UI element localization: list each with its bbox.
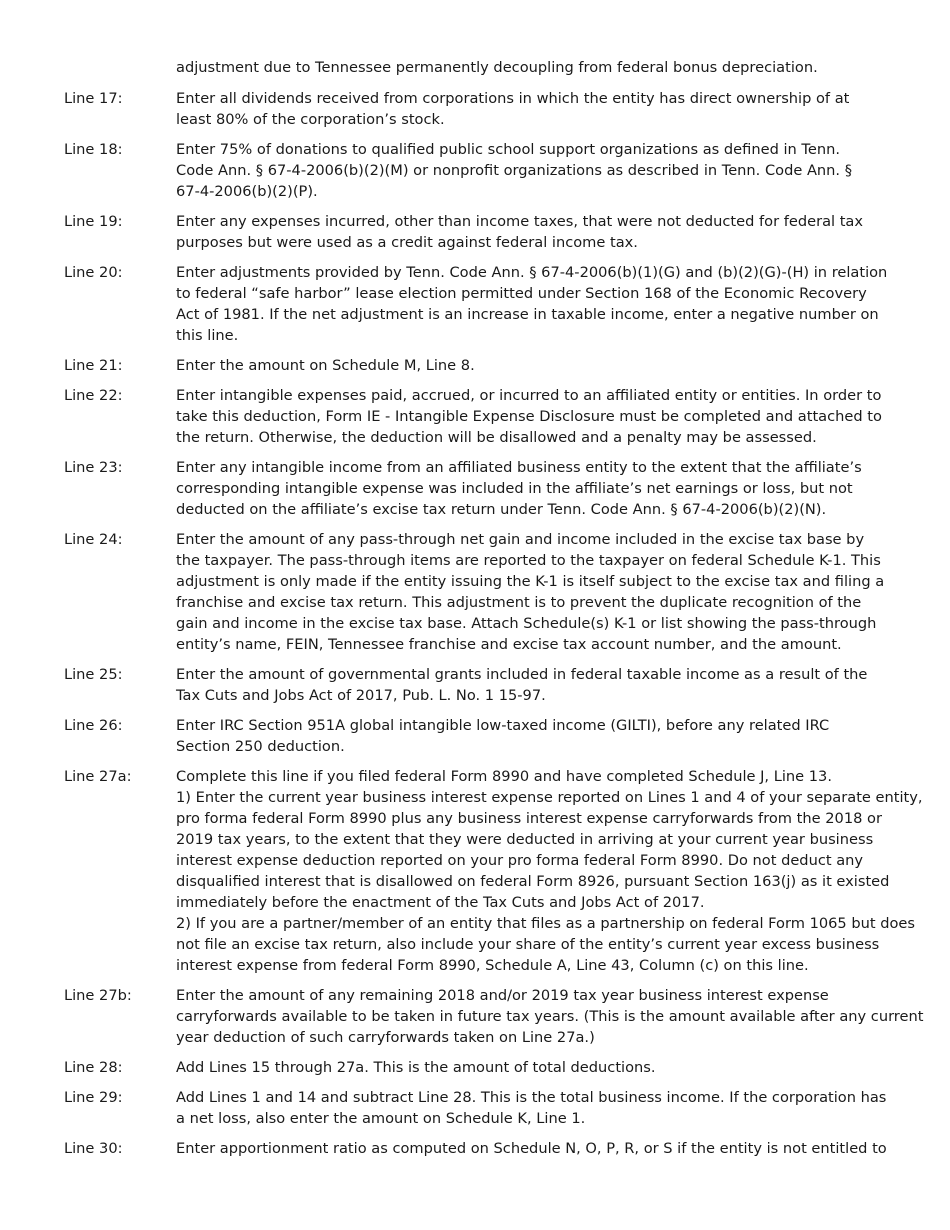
line-description: [176, 1138, 896, 1159]
line-instruction: [64, 262, 904, 346]
description-line: 1) Enter the current year business interest expense reported on Lines 1 and 4 of your separate entity,: [176, 789, 923, 806]
line-instruction: [64, 529, 904, 655]
line-label: Line 29:: [64, 1089, 123, 1106]
description-line: interest expense from federal Form 8990, Schedule A, Line 43, Column (c) on this line.: [176, 957, 809, 974]
line-description: [176, 262, 896, 346]
description-line: the taxpayer. The pass-through items are reported to the taxpayer on federal Schedule K-1. This: [176, 552, 881, 569]
line-instruction: [64, 139, 904, 202]
description-line: franchise and excise tax return. This adjustment is to prevent the duplicate recognition of the: [176, 594, 862, 611]
description-line: interest expense deduction reported on your pro forma federal Form 8990. Do not deduct any: [176, 852, 864, 869]
description-line: immediately before the enactment of the Tax Cuts and Jobs Act of 2017.: [176, 894, 705, 911]
continuation-text: adjustment due to Tennessee permanently decoupling from federal bonus depreciation.: [176, 59, 818, 76]
description-line: Enter any expenses incurred, other than income taxes, that were not deducted for federal tax: [176, 213, 864, 230]
description-line: corresponding intangible expense was included in the affiliate’s net earnings or loss, but not: [176, 480, 853, 497]
description-line: year deduction of such carryforwards taken on Line 27a.): [176, 1029, 595, 1046]
line-label: Line 25:: [64, 666, 123, 683]
line-label: Line 30:: [64, 1140, 123, 1157]
line-description: [176, 355, 896, 376]
line-label: Line 27b:: [64, 987, 132, 1004]
line-instructions-list: [64, 88, 924, 1168]
line-instruction: [64, 385, 904, 448]
description-line: 2) If you are a partner/member of an entity that files as a partnership on federal Form 1065 but does: [176, 915, 915, 932]
description-line: Enter the amount of any remaining 2018 and/or 2019 tax year business interest expense: [176, 987, 829, 1004]
description-line: carryforwards available to be taken in future tax years. (This is the amount available after any current: [176, 1008, 924, 1025]
line-description: [176, 211, 896, 253]
line-instruction: [64, 211, 904, 253]
description-line: Add Lines 1 and 14 and subtract Line 28. This is the total business income. If the corporation has: [176, 1089, 887, 1106]
line-label: Line 19:: [64, 213, 123, 230]
description-line: purposes but were used as a credit against federal income tax.: [176, 234, 638, 251]
description-line: entity’s name, FEIN, Tennessee franchise and excise tax account number, and the amount.: [176, 636, 842, 653]
description-line: Enter all dividends received from corporations in which the entity has direct ownership of at: [176, 90, 850, 107]
line-label: Line 18:: [64, 141, 123, 158]
line-description: [176, 529, 896, 655]
description-line: gain and income in the excise tax base. Attach Schedule(s) K-1 or list showing the pass-through: [176, 615, 877, 632]
description-line: adjustment is only made if the entity issuing the K-1 is itself subject to the excise tax and filing a: [176, 573, 885, 590]
description-line: Complete this line if you filed federal Form 8990 and have completed Schedule J, Line 13.: [176, 768, 832, 785]
line-label: Line 26:: [64, 717, 123, 734]
line-instruction: [64, 88, 904, 130]
description-line: deducted on the affiliate’s excise tax return under Tenn. Code Ann. § 67-4-2006(b)(2)(N).: [176, 501, 827, 518]
description-line: the return. Otherwise, the deduction will be disallowed and a penalty may be assessed.: [176, 429, 817, 446]
line-description: [176, 766, 923, 976]
description-line: Enter IRC Section 951A global intangible low-taxed income (GILTI), before any related IRC: [176, 717, 830, 734]
description-line: pro forma federal Form 8990 plus any business interest expense carryforwards from the 2018 or: [176, 810, 882, 827]
line-label: Line 23:: [64, 459, 123, 476]
line-description: [176, 457, 896, 520]
description-line: Section 250 deduction.: [176, 738, 345, 755]
line-instruction: [64, 664, 904, 706]
line-label: Line 17:: [64, 90, 123, 107]
description-line: Enter adjustments provided by Tenn. Code Ann. § 67-4-2006(b)(1)(G) and (b)(2)(G)-(H) in relation: [176, 264, 888, 281]
description-line: disqualified interest that is disallowed on federal Form 8926, pursuant Section 163(j) as it existed: [176, 873, 890, 890]
line-description: [176, 664, 896, 706]
line-instruction: [64, 355, 904, 376]
line-description: [176, 88, 896, 130]
line-instruction: [64, 1057, 904, 1078]
line-description: [176, 715, 896, 757]
line-description: [176, 1057, 896, 1078]
description-line: Enter the amount of governmental grants included in federal taxable income as a result of the: [176, 666, 868, 683]
description-line: take this deduction, Form IE - Intangible Expense Disclosure must be completed and attached to: [176, 408, 882, 425]
description-line: this line.: [176, 327, 239, 344]
line-label: Line 28:: [64, 1059, 123, 1076]
line-label: Line 27a:: [64, 768, 132, 785]
line-description: [176, 1087, 896, 1129]
line-label: Line 22:: [64, 387, 123, 404]
line-instruction: [64, 1138, 904, 1159]
description-line: Add Lines 15 through 27a. This is the amount of total deductions.: [176, 1059, 656, 1076]
line-label: Line 24:: [64, 531, 123, 548]
description-line: Enter intangible expenses paid, accrued, or incurred to an affiliated entity or entities. In order to: [176, 387, 882, 404]
line-instruction: [64, 457, 904, 520]
description-line: 67-4-2006(b)(2)(P).: [176, 183, 318, 200]
line-instruction: [64, 1087, 904, 1129]
description-line: 2019 tax years, to the extent that they were deducted in arriving at your current year business: [176, 831, 874, 848]
line-instruction: [64, 985, 924, 1048]
description-line: Tax Cuts and Jobs Act of 2017, Pub. L. No. 1 15-97.: [176, 687, 546, 704]
line-instruction: [64, 715, 904, 757]
description-line: Code Ann. § 67-4-2006(b)(2)(M) or nonprofit organizations as described in Tenn. Code Ann. §: [176, 162, 853, 179]
description-line: Enter any intangible income from an affiliated business entity to the extent that the affiliate’s: [176, 459, 862, 476]
line-instruction: [64, 766, 923, 976]
line-label: Line 20:: [64, 264, 123, 281]
line-description: [176, 139, 896, 202]
description-line: Act of 1981. If the net adjustment is an increase in taxable income, enter a negative number on: [176, 306, 879, 323]
line-label: Line 21:: [64, 357, 123, 374]
line-description: [176, 385, 896, 448]
description-line: a net loss, also enter the amount on Schedule K, Line 1.: [176, 1110, 586, 1127]
description-line: Enter the amount on Schedule M, Line 8.: [176, 357, 475, 374]
line-description: [176, 985, 924, 1048]
description-line: Enter apportionment ratio as computed on Schedule N, O, P, R, or S if the entity is not entitled to: [176, 1140, 887, 1157]
description-line: least 80% of the corporation’s stock.: [176, 111, 445, 128]
description-line: Enter the amount of any pass-through net gain and income included in the excise tax base by: [176, 531, 865, 548]
description-line: not file an excise tax return, also include your share of the entity’s current year excess business: [176, 936, 880, 953]
description-line: to federal “safe harbor” lease election permitted under Section 168 of the Economic Recovery: [176, 285, 867, 302]
description-line: Enter 75% of donations to qualified public school support organizations as defined in Tenn.: [176, 141, 840, 158]
